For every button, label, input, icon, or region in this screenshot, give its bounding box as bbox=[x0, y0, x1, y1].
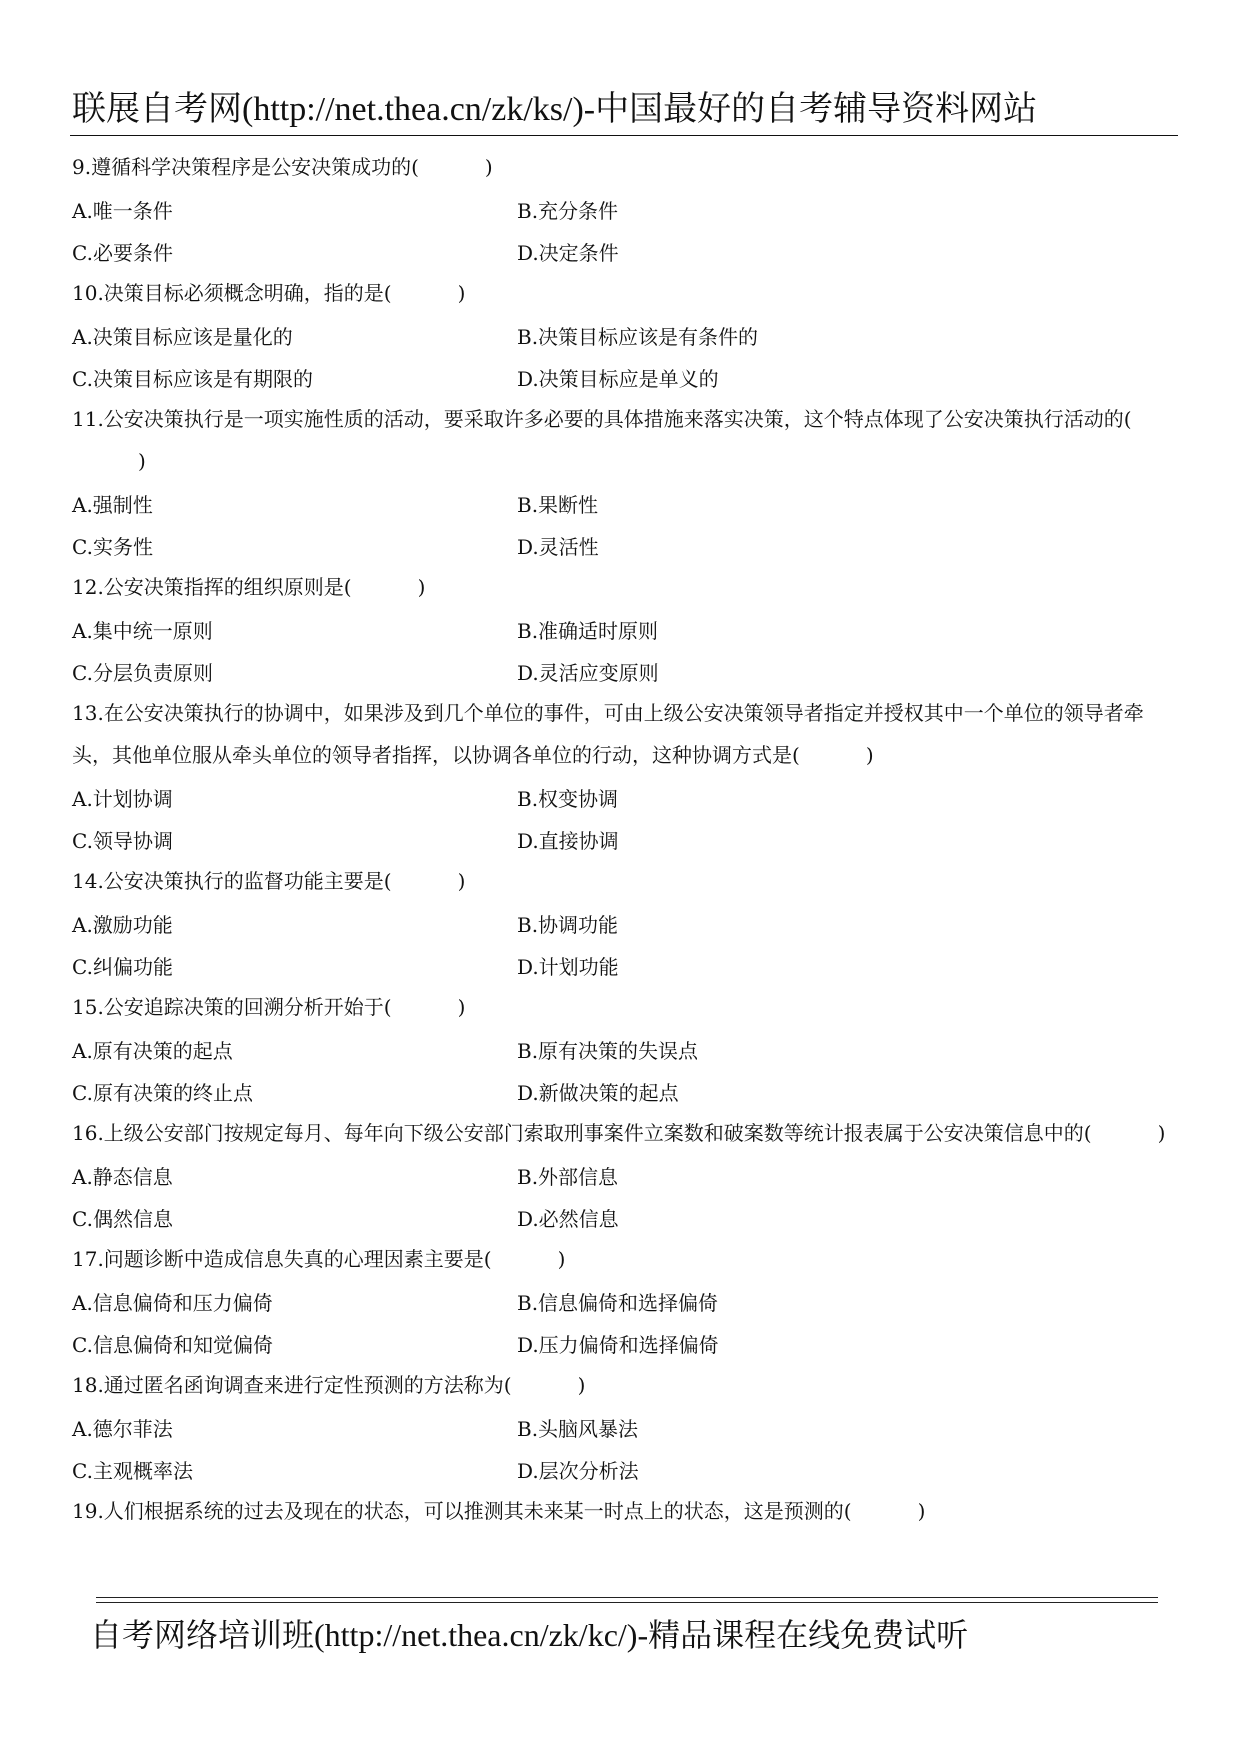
question-stem: 14.公安决策执行的监督功能主要是( ) bbox=[72, 869, 466, 893]
option-row bbox=[72, 356, 1178, 398]
page-header-title: 联展自考网(http://net.thea.cn/zk/ks/)-中国最好的自考辅导资料网站 bbox=[72, 91, 1038, 128]
option-c: C.必要条件 bbox=[72, 240, 173, 265]
option-row bbox=[72, 1406, 1178, 1448]
option-d: D.决策目标应是单义的 bbox=[517, 366, 719, 391]
option-b: B.决策目标应该是有条件的 bbox=[517, 324, 759, 349]
option-b: B.原有决策的失误点 bbox=[517, 1038, 699, 1063]
question-stem: 13.在公安决策执行的协调中，如果涉及到几个单位的事件，可由上级公安决策领导者指定并授权其中一个单位的领导者牵头，其他单位服从牵头单位的领导者指挥，以协调各单位的行动，这种协调方式是( ) bbox=[72, 701, 1144, 767]
option-d: D.新做决策的起点 bbox=[517, 1080, 679, 1105]
header-divider bbox=[70, 135, 1178, 136]
option-row bbox=[72, 776, 1178, 818]
option-b: B.头脑风暴法 bbox=[517, 1416, 639, 1441]
option-a: A.德尔菲法 bbox=[72, 1416, 173, 1441]
question-stem: 10.决策目标必须概念明确，指的是( ) bbox=[72, 281, 466, 305]
question-list bbox=[72, 146, 1178, 1532]
option-c: C.信息偏倚和知觉偏倚 bbox=[72, 1332, 273, 1357]
option-c: C.原有决策的终止点 bbox=[72, 1080, 253, 1105]
option-b: B.权变协调 bbox=[517, 786, 619, 811]
option-a: A.静态信息 bbox=[72, 1164, 173, 1189]
option-row bbox=[72, 1322, 1178, 1364]
option-c: C.实务性 bbox=[72, 534, 153, 559]
option-row bbox=[72, 230, 1178, 272]
option-c: C.偶然信息 bbox=[72, 1206, 173, 1231]
option-row bbox=[72, 482, 1178, 524]
option-row bbox=[72, 314, 1178, 356]
option-row bbox=[72, 944, 1178, 986]
option-d: D.必然信息 bbox=[517, 1206, 619, 1231]
option-row bbox=[72, 1196, 1178, 1238]
question-stem: 12.公安决策指挥的组织原则是( ) bbox=[72, 575, 426, 599]
option-d: D.压力偏倚和选择偏倚 bbox=[517, 1332, 719, 1357]
option-row bbox=[72, 650, 1178, 692]
option-c: C.决策目标应该是有期限的 bbox=[72, 366, 313, 391]
option-a: A.集中统一原则 bbox=[72, 618, 213, 643]
option-row bbox=[72, 818, 1178, 860]
option-row bbox=[72, 1070, 1178, 1112]
option-a: A.决策目标应该是量化的 bbox=[72, 324, 293, 349]
question-stem: 19.人们根据系统的过去及现在的状态，可以推测其未来某一时点上的状态，这是预测的( ) bbox=[72, 1499, 926, 1523]
option-a: A.计划协调 bbox=[72, 786, 173, 811]
option-row bbox=[72, 188, 1178, 230]
option-b: B.充分条件 bbox=[517, 198, 619, 223]
option-d: D.决定条件 bbox=[517, 240, 619, 265]
option-c: C.纠偏功能 bbox=[72, 954, 173, 979]
option-b: B.信息偏倚和选择偏倚 bbox=[517, 1290, 719, 1315]
option-row bbox=[72, 1448, 1178, 1490]
option-b: B.准确适时原则 bbox=[517, 618, 659, 643]
option-b: B.果断性 bbox=[517, 492, 599, 517]
option-a: A.强制性 bbox=[72, 492, 153, 517]
question-stem: 9.遵循科学决策程序是公安决策成功的( ) bbox=[72, 155, 493, 179]
option-c: C.主观概率法 bbox=[72, 1458, 193, 1483]
option-a: A.激励功能 bbox=[72, 912, 173, 937]
option-row bbox=[72, 608, 1178, 650]
option-row bbox=[72, 1028, 1178, 1070]
option-row bbox=[72, 902, 1178, 944]
question-stem: 18.通过匿名函询调查来进行定性预测的方法称为( ) bbox=[72, 1373, 586, 1397]
question-stem: 11.公安决策执行是一项实施性质的活动，要采取许多必要的具体措施来落实决策，这个特点体现了公安决策执行活动的() bbox=[72, 407, 1132, 473]
option-d: D.灵活应变原则 bbox=[517, 660, 659, 685]
option-d: D.计划功能 bbox=[517, 954, 619, 979]
option-b: B.协调功能 bbox=[517, 912, 619, 937]
option-row bbox=[72, 524, 1178, 566]
question-stem: 17.问题诊断中造成信息失真的心理因素主要是( ) bbox=[72, 1247, 566, 1271]
option-d: D.层次分析法 bbox=[517, 1458, 639, 1483]
option-row bbox=[72, 1154, 1178, 1196]
option-b: B.外部信息 bbox=[517, 1164, 619, 1189]
question-stem: 15.公安追踪决策的回溯分析开始于( ) bbox=[72, 995, 466, 1019]
option-d: D.直接协调 bbox=[517, 828, 619, 853]
option-c: C.领导协调 bbox=[72, 828, 173, 853]
option-a: A.唯一条件 bbox=[72, 198, 173, 223]
question-stem: 16.上级公安部门按规定每月、每年向下级公安部门索取刑事案件立案数和破案数等统计报表属于公安决策信息中的( ) bbox=[72, 1121, 1166, 1145]
option-a: A.信息偏倚和压力偏倚 bbox=[72, 1290, 273, 1315]
option-row bbox=[72, 1280, 1178, 1322]
footer-divider bbox=[96, 1597, 1158, 1603]
option-c: C.分层负责原则 bbox=[72, 660, 213, 685]
option-a: A.原有决策的起点 bbox=[72, 1038, 233, 1063]
page-footer-title: 自考网络培训班(http://net.thea.cn/zk/kc/)-精品课程在线免费试听 bbox=[90, 1617, 969, 1653]
option-d: D.灵活性 bbox=[517, 534, 599, 559]
